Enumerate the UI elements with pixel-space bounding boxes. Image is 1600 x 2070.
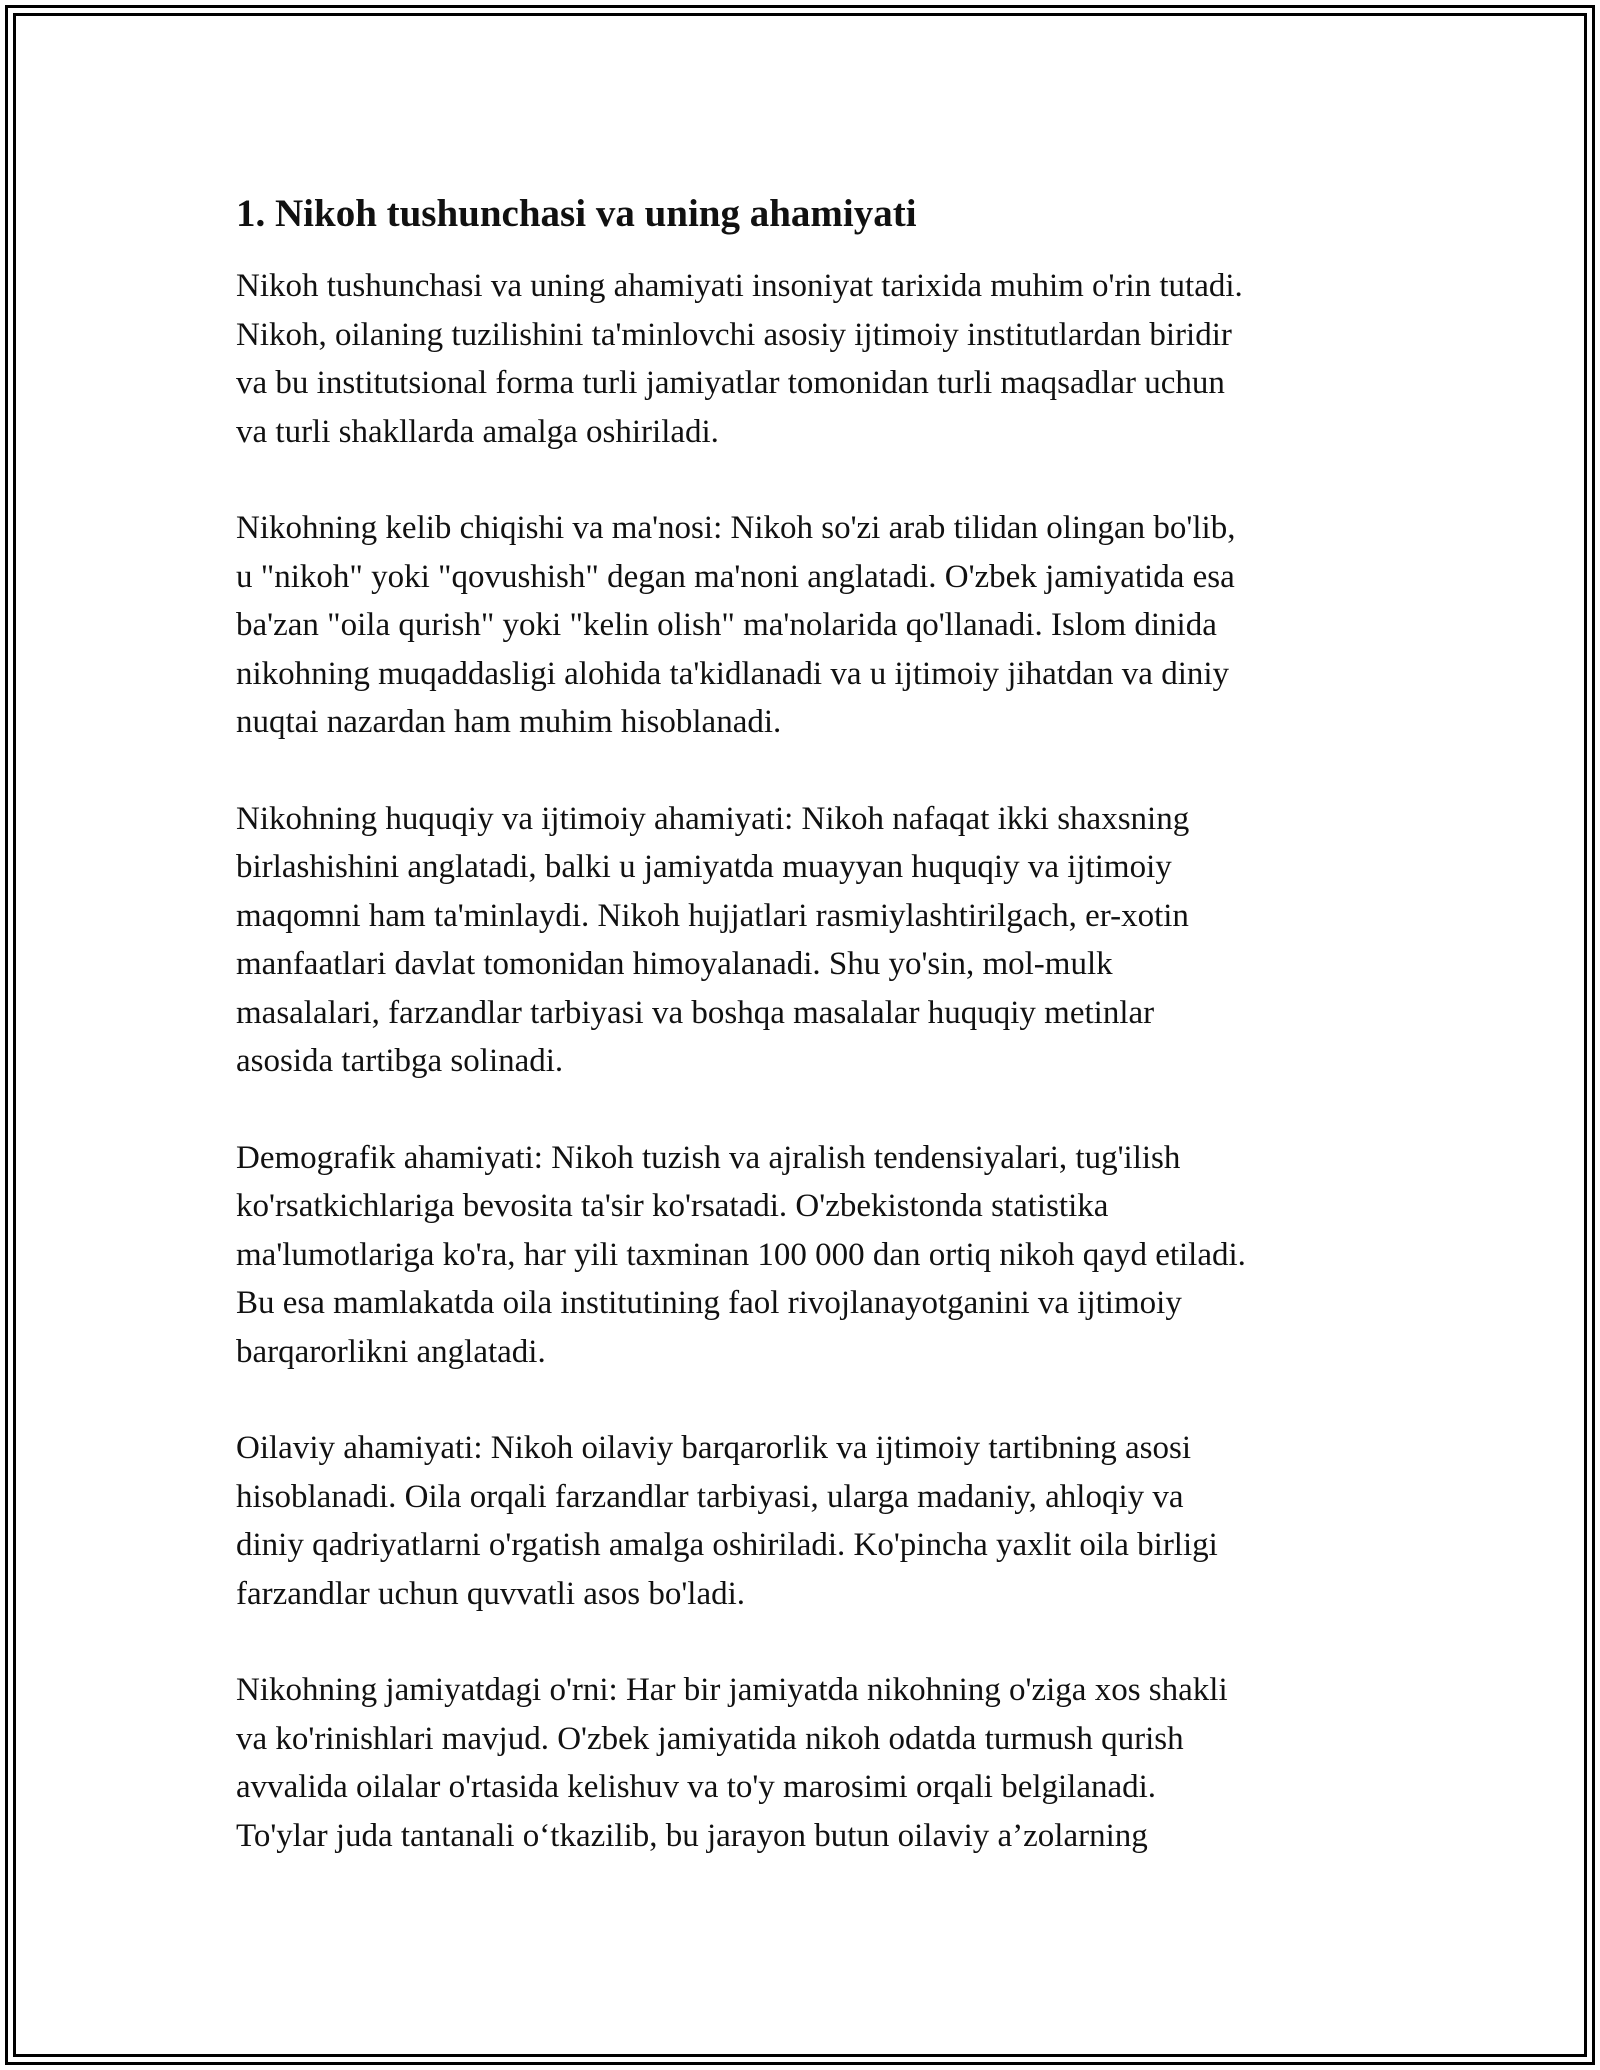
text-line: avvalida oilalar o'rtasida kelishuv va to'y marosimi orqali belgilanadi. [236,1769,1157,1805]
text-line: Oilaviy ahamiyati: Nikoh oilaviy barqarorlik va ijtimoiy tartibning asosi [236,1430,1191,1466]
text-line: hisoblanadi. Oila orqali farzandlar tarbiyasi, ularga madaniy, ahloqiy va [236,1478,1184,1515]
text-line: Bu esa mamlakatda oila institutining faol rivojlanayotganini va ijtimoiy [236,1285,1182,1321]
paragraph-demographic [236,1134,1376,1377]
text-line: va turli shakllarda amalga oshiriladi. [236,413,719,450]
text-line: ko'rsatkichlariga bevosita ta'sir ko'rsatadi. O'zbekistonda statistika [236,1188,1109,1224]
text-line: nikohning muqaddasligi alohida ta'kidlanadi va u ijtimoiy jihatdan va diniy [236,655,1230,692]
text-line: barqarorlikni anglatadi. [236,1333,546,1370]
document-body [236,188,1376,1908]
paragraph-legal-social [236,795,1376,1086]
section-heading: 1. Nikoh tushunchasi va uning ahamiyati [236,192,917,235]
paragraph-origin [236,504,1376,747]
paragraph-society [236,1666,1376,1860]
text-line: maqomni ham ta'minlaydi. Nikoh hujjatlari rasmiylashtirilgach, er-xotin [236,897,1189,934]
text-line: Nikoh, oilaning tuzilishini ta'minlovchi asosiy ijtimoiy institutlardan biridir [236,316,1232,353]
text-line: Nikohning jamiyatdagi o'rni: Har bir jamiyatda nikohning o'ziga xos shakli [236,1672,1228,1708]
text-line: va ko'rinishlari mavjud. O'zbek jamiyatida nikoh odatda turmush qurish [236,1720,1184,1757]
text-line: u "nikoh" yoki "qovushish" degan ma'noni anglatadi. O'zbek jamiyatida esa [236,558,1235,595]
text-line: Nikohning kelib chiqishi va ma'nosi: Nikoh so'zi arab tilidan olingan bo'lib, [236,510,1236,546]
text-line: manfaatlari davlat tomonidan himoyalanadi. Shu yo'sin, mol-mulk [236,946,1113,982]
paragraph-intro [236,262,1376,456]
text-line: ma'lumotlariga ko'ra, har yili taxminan 100 000 dan ortiq nikoh qayd etiladi. [236,1236,1246,1273]
text-line: Nikohning huquqiy va ijtimoiy ahamiyati: Nikoh nafaqat ikki shaxsning [236,800,1190,837]
text-line: ba'zan "oila qurish" yoki "kelin olish" ma'nolarida qo'llanadi. Islom dinida [236,607,1217,643]
text-line: va bu institutsional forma turli jamiyatlar tomonidan turli maqsadlar uchun [236,365,1225,401]
text-line: diniy qadriyatlarni o'rgatish amalga oshiriladi. Ko'pincha yaxlit oila birligi [236,1527,1218,1563]
text-line: Demografik ahamiyati: Nikoh tuzish va ajralish tendensiyalari, tug'ilish [236,1139,1181,1176]
text-line: farzandlar uchun quvvatli asos bo'ladi. [236,1575,746,1612]
text-line: To'ylar juda tantanali o‘tkazilib, bu jarayon butun oilaviy a’zolarning [236,1817,1148,1854]
text-line: asosida tartibga solinadi. [236,1043,564,1079]
paragraph-family [236,1424,1376,1618]
text-line: masalalari, farzandlar tarbiyasi va boshqa masalalar huquqiy metinlar [236,994,1155,1031]
text-line: birlashishini anglatadi, balki u jamiyatda muayyan huquqiy va ijtimoiy [236,849,1172,885]
text-line: Nikoh tushunchasi va uning ahamiyati insoniyat tarixida muhim o'rin tutadi. [236,268,1243,304]
text-line: nuqtai nazardan ham muhim hisoblanadi. [236,704,782,740]
